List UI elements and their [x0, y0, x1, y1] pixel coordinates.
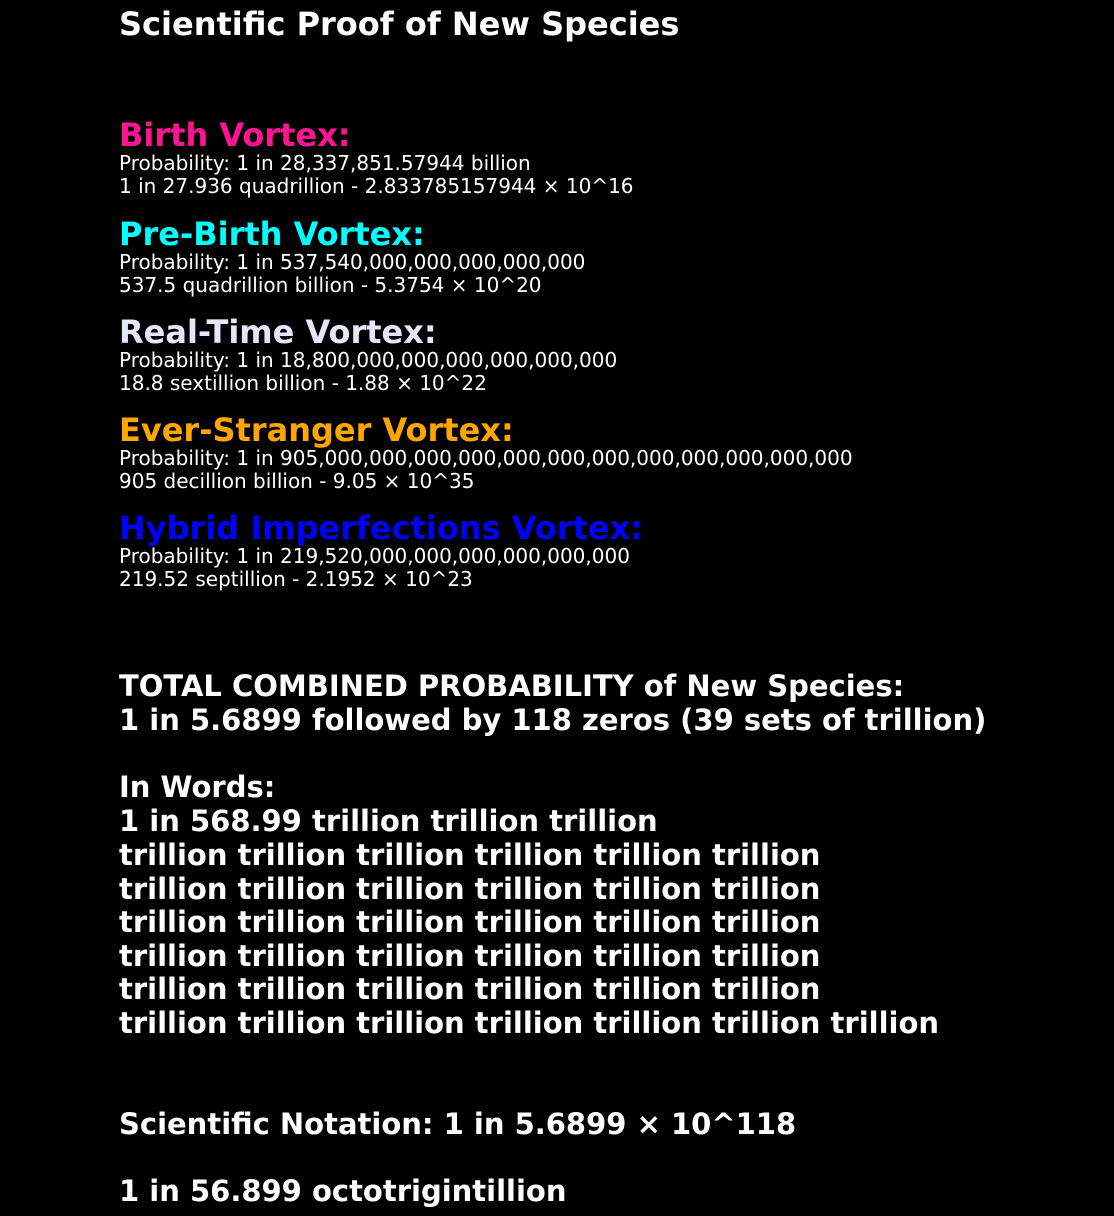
in-words-label: In Words: — [119, 770, 276, 804]
in-words-line: trillion trillion trillion trillion trillion trillion — [119, 838, 821, 872]
vortex-words: 1 in 27.936 quadrillion - 2.833785157944 × 10^16 — [119, 174, 634, 198]
scientific-notation: Scientific Notation: 1 in 5.6899 × 10^118 — [119, 1107, 797, 1141]
in-words-line: trillion trillion trillion trillion trillion trillion — [119, 939, 821, 973]
vortex-name: Ever-Stranger Vortex: — [119, 411, 514, 449]
vortex-real-time — [119, 315, 617, 395]
vortex-probability: Probability: 1 in 905,000,000,000,000,000,000,000,000,000,000,000,000 — [119, 446, 853, 470]
vortex-probability: Probability: 1 in 18,800,000,000,000,000,000,000 — [119, 348, 618, 372]
vortex-words: 905 decillion billion - 9.05 × 10^35 — [119, 469, 475, 493]
in-words-line: trillion trillion trillion trillion trillion trillion trillion — [119, 1006, 940, 1040]
in-words-line: trillion trillion trillion trillion trillion trillion — [119, 972, 821, 1006]
vortex-pre-birth — [119, 217, 585, 297]
in-words-line: trillion trillion trillion trillion trillion trillion — [119, 872, 821, 906]
page-title: Scientific Proof of New Species — [119, 5, 680, 43]
in-words-line: 1 in 568.99 trillion trillion trillion — [119, 804, 658, 838]
vortex-probability: Probability: 1 in 28,337,851.57944 billion — [119, 151, 531, 175]
vortex-name: Birth Vortex: — [119, 116, 351, 154]
total-heading: TOTAL COMBINED PROBABILITY of New Species: — [119, 669, 905, 703]
vortex-birth — [119, 118, 634, 198]
vortex-words: 537.5 quadrillion billion - 5.3754 × 10^20 — [119, 273, 542, 297]
vortex-probability: Probability: 1 in 219,520,000,000,000,000,000,000 — [119, 544, 630, 568]
vortex-ever-stranger — [119, 413, 853, 493]
vortex-name: Real-Time Vortex: — [119, 313, 437, 351]
vortex-words: 18.8 sextillion billion - 1.88 × 10^22 — [119, 371, 487, 395]
vortex-name: Pre-Birth Vortex: — [119, 215, 425, 253]
vortex-hybrid-imperfections — [119, 511, 643, 591]
in-words-line: trillion trillion trillion trillion trillion trillion — [119, 905, 821, 939]
total-summary: 1 in 5.6899 followed by 118 zeros (39 sets of trillion) — [119, 703, 987, 737]
vortex-probability: Probability: 1 in 537,540,000,000,000,000,000 — [119, 250, 586, 274]
number-name: 1 in 56.899 octotrigintillion — [119, 1174, 567, 1208]
vortex-name: Hybrid Imperfections Vortex: — [119, 509, 644, 547]
vortex-words: 219.52 septillion - 2.1952 × 10^23 — [119, 567, 473, 591]
